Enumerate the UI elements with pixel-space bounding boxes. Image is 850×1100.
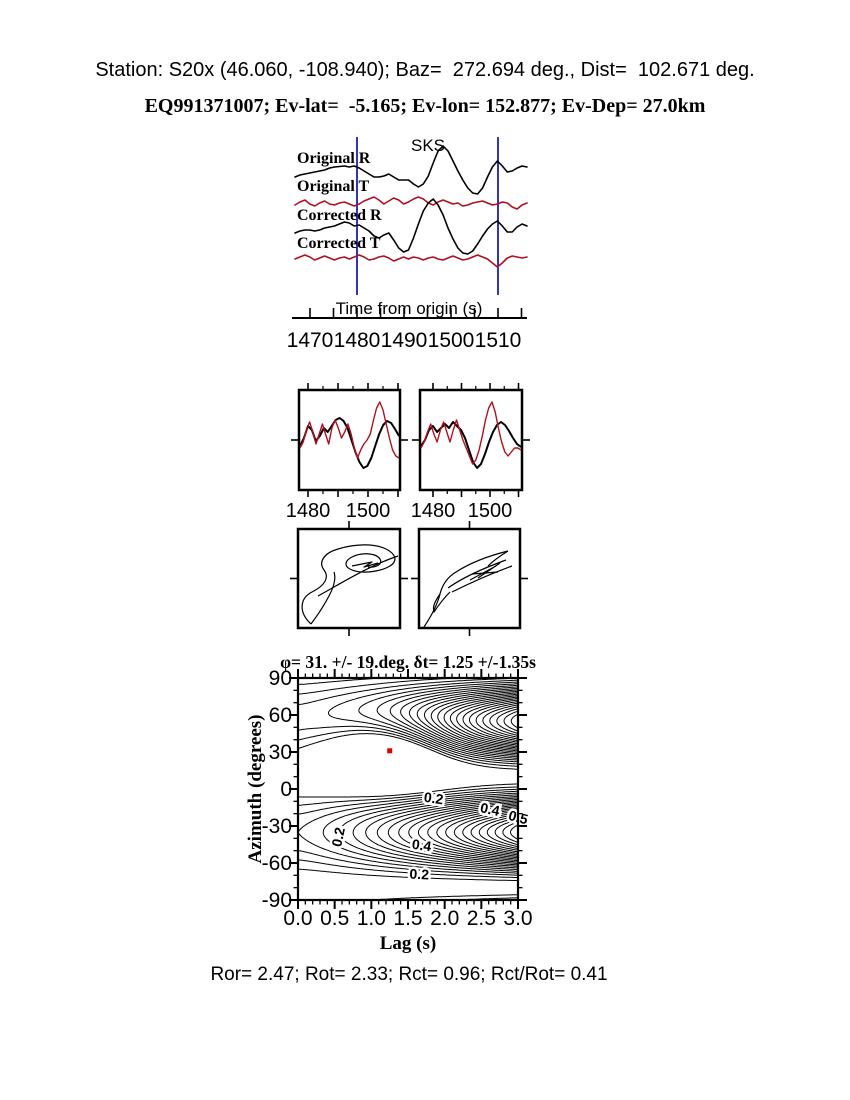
azimuth-tick-label: -90	[261, 889, 292, 912]
pm-box-corrected	[419, 529, 520, 628]
trace-label-original-r: Original R	[297, 150, 371, 167]
best-fit-marker	[387, 748, 392, 753]
results-line: Ror= 2.47; Rot= 2.33; Rct= 0.96; Rct/Rot= 0.41	[210, 964, 608, 985]
phase-label: SKS	[410, 136, 446, 155]
lag-tick-label: 0.5	[320, 907, 350, 930]
contour-level-0.60	[437, 697, 518, 856]
lag-tick-label: 1.0	[356, 907, 386, 930]
contour-level-0.68	[454, 700, 518, 854]
contour-level-0.76	[471, 703, 518, 850]
time-axis-title: Time from origin (s)	[335, 299, 483, 318]
trace-label-corrected-t: Corrected T	[297, 235, 381, 252]
uncorrected-particle-motion-trail	[318, 556, 398, 596]
azimuth-tick-label: 0	[280, 778, 292, 801]
time-axis-tick-labels	[287, 329, 522, 352]
corrected-particle-motion-trail	[433, 592, 450, 612]
contour-lines	[298, 678, 518, 900]
contour-label: 0.4	[410, 835, 433, 855]
azimuth-tick-label: -60	[261, 852, 292, 875]
fast-slow-overlay-panels	[286, 383, 530, 522]
lag-tick-label: 1.5	[393, 907, 423, 930]
overlay-tick-labels	[286, 500, 513, 522]
contour-label: 0.2	[328, 825, 348, 849]
trace-label-original-t: Original T	[297, 178, 370, 195]
overlay-trace-red	[300, 402, 399, 458]
time-tick-label: 1510	[474, 329, 522, 352]
contour-label: 0.2	[409, 865, 430, 883]
overlay-box-corrected	[420, 390, 522, 490]
contour-label: 0.2	[422, 788, 445, 808]
pm-trails	[302, 545, 512, 627]
overlay-tick-label: 1480	[410, 500, 456, 522]
azimuth-tick-label: -30	[261, 815, 292, 838]
time-tick-label: 1480	[333, 329, 381, 352]
time-tick-label: 1470	[286, 329, 334, 352]
corrected-particle-motion-trail	[470, 563, 500, 580]
contour-title: φ= 31. +/- 19.deg. δt= 1.25 +/-1.35s	[280, 652, 536, 672]
time-tick-label: 1500	[427, 329, 475, 352]
error-surface-plot	[245, 652, 536, 954]
overlay-tick-label: 1500	[345, 500, 391, 522]
overlay-box-uncorrected	[299, 390, 400, 490]
waveform-panel	[287, 136, 527, 352]
azimuth-tick-label: 90	[268, 667, 292, 690]
azimuth-tick-label: 60	[268, 704, 292, 727]
lag-tick-label: 0.0	[283, 907, 313, 930]
trace-corrected-t	[295, 255, 527, 267]
contour-level-0.64	[446, 699, 518, 855]
lag-tick-label: 3.0	[503, 907, 533, 930]
trace-label-corrected-r: Corrected R	[297, 207, 382, 224]
overlay-traces	[300, 402, 521, 468]
particle-motion-panels	[290, 521, 528, 636]
corrected-particle-motion-trail	[424, 551, 508, 627]
azimuth-tick-label: 30	[268, 741, 292, 764]
overlay-trace-black	[300, 418, 399, 468]
time-tick-label: 1490	[380, 329, 428, 352]
lag-tick-label: 2.0	[430, 907, 460, 930]
contour-label: 0.5	[506, 806, 530, 828]
contour-level-0.72	[463, 702, 518, 852]
uncorrected-particle-motion-trail	[311, 572, 335, 624]
lag-tick-label: 2.5	[466, 907, 496, 930]
overlay-tick-label: 1480	[285, 500, 331, 522]
station-header: Station: S20x (46.060, -108.940); Baz= 272.694 deg., Dist= 102.671 deg.	[95, 59, 755, 81]
uncorrected-particle-motion-trail	[302, 545, 395, 624]
overlay-tick-label: 1500	[467, 500, 513, 522]
contour-level-0.36	[377, 688, 518, 865]
event-header: EQ991371007; Ev-lat= -5.165; Ev-lon= 152.877; Ev-Dep= 27.0km	[144, 95, 706, 117]
contour-label: 0.4	[478, 799, 502, 819]
lag-axis-title: Lag (s)	[379, 933, 437, 954]
azimuth-axis-title: Azimuth (degrees)	[245, 714, 266, 864]
